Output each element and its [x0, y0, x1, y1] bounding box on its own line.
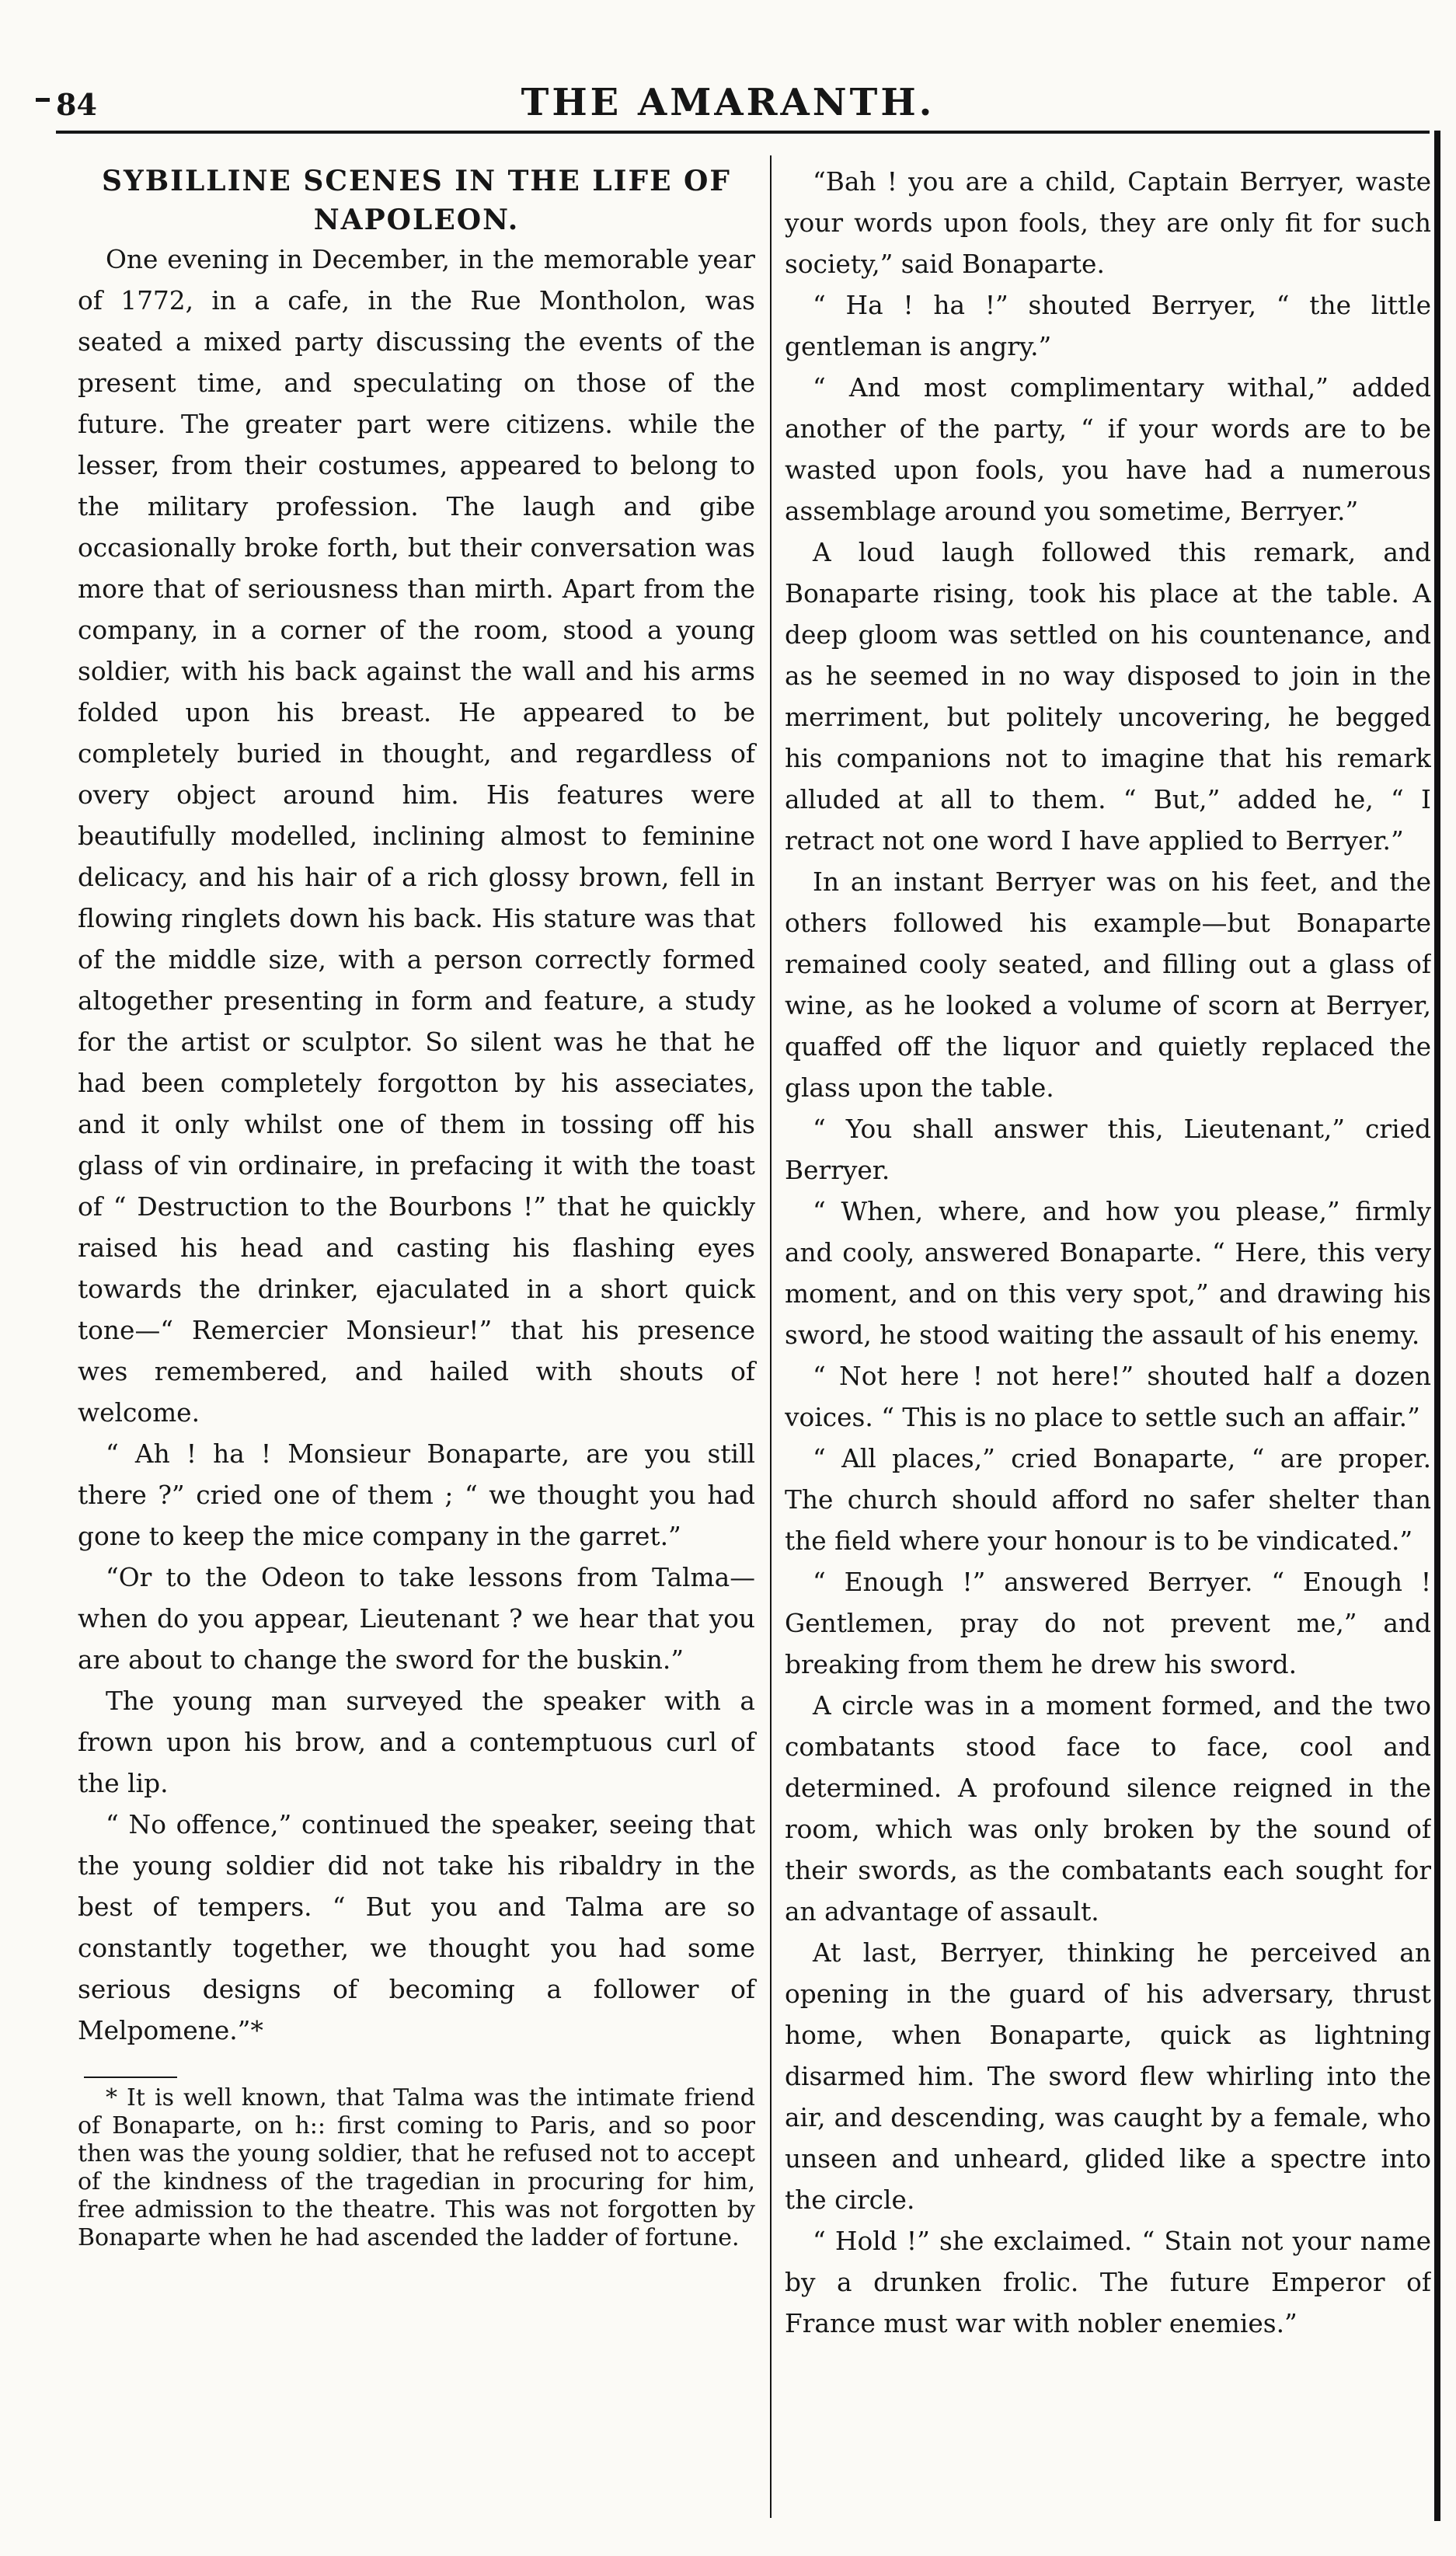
paragraph: The young man surveyed the speaker with a frown upon his brow, and a contemptuous curl of the lip.: [78, 1686, 755, 1798]
paragraph: “ Enough !” answered Berryer. “ Enough ! Gentlemen, pray do not prevent me,” and breaking from them he drew his sword.: [785, 1567, 1431, 1679]
paragraph: “ Ah ! ha ! Monsieur Bonaparte, are you still there ?” cried one of them ; “ we thought you had gone to keep the mice company in the garret.”: [78, 1439, 755, 1551]
masthead-title: THE AMARANTH.: [521, 81, 935, 124]
paragraph: “ You shall answer this, Lieutenant,” cried Berryer.: [785, 1114, 1431, 1185]
paragraph: “ When, where, and how you please,” firmly and cooly, answered Bonaparte. “ Here, this very moment, and on this very spot,” and drawing his sword, he stood waiting the assault of his enemy.: [785, 1197, 1431, 1350]
paragraph: “ No offence,” continued the speaker, seeing that the young soldier did not take his ribaldry in the best of tempers. “ But you and Talma are so constantly together, we thought you had some serious designs of becoming a follower of Melpomene.”*: [78, 1810, 755, 2045]
paragraph: At last, Berryer, thinking he perceived an opening in the guard of his adversary, thrust home, when Bonaparte, quick as lightning disarmed him. The sword flew whirling into the air, and descending, was caught by a female, who unseen and unheard, glided like a spectre into the circle.: [785, 1938, 1431, 2215]
paragraph: “Or to the Odeon to take lessons from Talma—when do you appear, Lieutenant ? we hear that you are about to change the sword for the buskin.”: [78, 1563, 755, 1675]
paragraph: One evening in December, in the memorable year of 1772, in a cafe, in the Rue Montholon, was seated a mixed party discussing the events of the present time, and speculating on those of the future. The greater part were citizens. while the lesser, from their costumes, appeared to belong to the military profession. The laugh and gibe occasionally broke forth, but their conversation was more that of seriousness than mirth. Apart from the company, in a corner of the room, stood a young soldier, with his back against the wall and his arms folded upon his breast. He appeared to be completely buried in thought, and regardless of overy object around him. His features were beautifully modelled, inclining almost to feminine delicacy, and his hair of a rich glossy brown, fell in flowing ringlets down his back. His stature was that of the middle size, with a person correctly formed altogether presenting in form and feature, a study for the artist or sculptor. So silent was he that he had been completely forgotton by his asseciates, and it only whilst one of them in tossing off his glass of vin ordinaire, in prefacing it with the toast of “ Destruction to the Bourbons !” that he quickly raised his head and casting his flashing eyes towards the drinker, ejaculated in a short quick tone—“ Remercier Monsieur!” that his presence wes remembered, and hailed with shouts of welcome.: [78, 245, 755, 1428]
paragraph: In an instant Berryer was on his feet, and the others followed his example—but Bonaparte remained cooly seated, and filling out a glass of wine, as he looked a volume of scorn at Berryer, quaffed off the liquor and quietly replaced the glass upon the table.: [785, 867, 1431, 1103]
footnote: * It is well known, that Talma was the intimate friend of Bonaparte, on h:: first coming to Paris, and so poor then was the young soldier, that he refused not to accept of the kindness of the tragedian in procuring for him, free admission to the theatre. This was not forgotten by Bonaparte when he had ascended the ladder of fortune.: [78, 2084, 755, 2251]
page-edge-shadow: [1434, 131, 1440, 2521]
paragraph: A loud laugh followed this remark, and Bonaparte rising, took his place at the table. A deep gloom was settled on his countenance, and as he seemed in no way disposed to join in the merriment, but politely uncovering, he begged his companions not to imagine that his remark alluded at all to them. “ But,” added he, “ I retract not one word I have applied to Berryer.”: [785, 538, 1431, 856]
article-title: SYBILLINE SCENES IN THE LIFE OF NAPOLEON.: [102, 165, 731, 236]
paragraph: “ And most complimentary withal,” added another of the party, “ if your words are to be wasted upon fools, you have had a numerous assemblage around you sometime, Berryer.”: [785, 373, 1431, 526]
left-column: [78, 162, 755, 2252]
page-number: 84: [56, 87, 97, 122]
right-column: [785, 162, 1431, 2345]
footnote-rule: [84, 2077, 177, 2078]
paragraph: “Bah ! you are a child, Captain Berryer, waste your words upon fools, they are only fit for such society,” said Bonaparte.: [785, 167, 1431, 279]
paragraph: A circle was in a moment formed, and the two combatants stood face to face, cool and determined. A profound silence reigned in the room, which was only broken by the sound of their swords, as the combatants each sought for an advantage of assault.: [785, 1691, 1431, 1927]
paragraph: “ All places,” cried Bonaparte, “ are proper. The church should afford no safer shelter than the field where your honour is to be vindicated.”: [785, 1444, 1431, 1556]
paragraph: “ Ha ! ha !” shouted Berryer, “ the little gentleman is angry.”: [785, 291, 1431, 361]
paragraph: “ Hold !” she exclaimed. “ Stain not your name by a drunken frolic. The future Emperor of France must war with nobler enemies.”: [785, 2226, 1431, 2338]
column-divider: [770, 155, 772, 2518]
paragraph: “ Not here ! not here!” shouted half a dozen voices. “ This is no place to settle such an affair.”: [785, 1362, 1431, 1432]
header-rule: [56, 131, 1430, 134]
